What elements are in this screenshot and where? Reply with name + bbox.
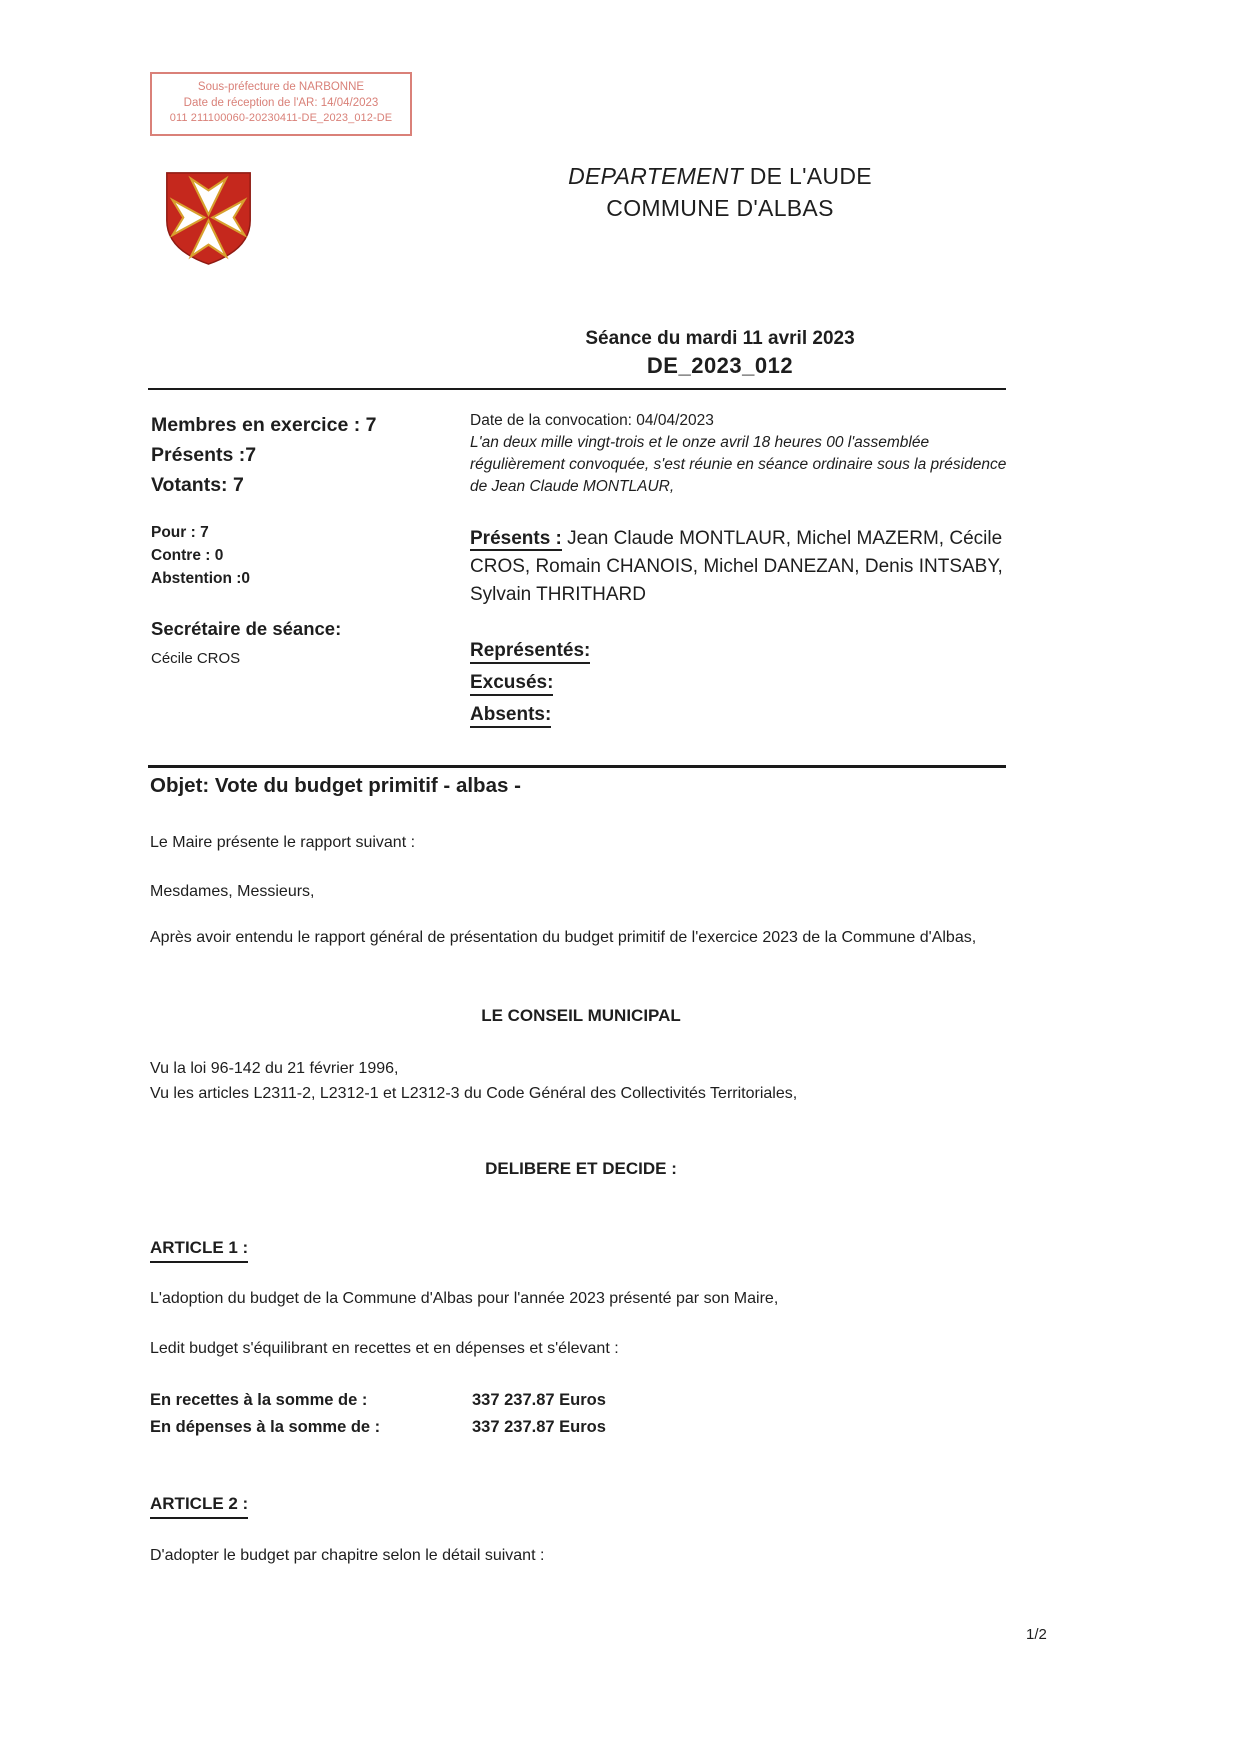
report-paragraph: Après avoir entendu le rapport général de présentation du budget primitif de l'exercice 2023 de la Commune d'Albas, [150,929,977,946]
article1-paragraph1: L'adoption du budget de la Commune d'Albas pour l'année 2023 présenté par son Maire, [150,1290,779,1307]
representes-label: Représentés: [470,640,590,664]
article2-title: ARTICLE 2 : [150,1494,248,1519]
stamp-line3: 011 211100060-20230411-DE_2023_012-DE [169,112,393,124]
object-title: Objet: Vote du budget primitif - albas - [150,774,521,797]
vote-summary [151,521,250,590]
presents-label: Présents : [470,528,562,549]
convocation-date: Date de la convocation: 04/04/2023 [470,412,714,429]
conseil-heading: LE CONSEIL MUNICIPAL [481,1006,681,1025]
membres-exercice: Membres en exercice : 7 [151,414,377,436]
depenses-row [150,1414,606,1441]
convocation-block [470,410,1018,498]
department-header [420,160,1020,224]
intro-paragraph: Le Maire présente le rapport suivant : [150,834,416,851]
votants-count: Votants: 7 [151,474,244,496]
depenses-label: En dépenses à la somme de : [150,1418,381,1436]
delibere-heading: DELIBERE ET DECIDE : [485,1159,677,1178]
recettes-row [150,1387,606,1414]
excuses-label: Excusés: [470,672,553,696]
article1-paragraph2: Ledit budget s'équilibrant en recettes et en dépenses et s'élevant : [150,1340,619,1357]
prefecture-stamp [150,72,412,136]
vu-articles-line: Vu les articles L2311-2, L2312-1 et L2312-3 du Code Général des Collectivités Territoriales, [150,1085,798,1102]
session-preamble: L'an deux mille vingt-trois et le onze avril 18 heures 00 l'assemblée régulièrement convoquée, s'est réunie en séance ordinaire sous la présidence de Jean Claude MONTLAUR, [470,434,1007,495]
divider-object [148,765,1006,768]
department-line [420,160,1020,192]
salutation: Mesdames, Messieurs, [150,883,315,900]
article1-title: ARTICLE 1 : [150,1238,248,1263]
contre-count: Contre : 0 [151,547,224,564]
recettes-label: En recettes à la somme de : [150,1391,368,1409]
members-summary [151,410,376,500]
page-number: 1/2 [1026,1626,1047,1643]
presents-count: Présents :7 [151,444,257,466]
session-header [420,328,1020,379]
stamp-line1: Sous-préfecture de NARBONNE [197,81,365,93]
department-name: DEPARTEMENT [568,163,744,189]
albas-coat-of-arms-icon [157,170,260,267]
department-rest: DE L'AUDE [743,163,872,189]
budget-amounts [150,1387,606,1441]
abstention-count: Abstention :0 [151,570,251,587]
secretary-name: Cécile CROS [151,650,241,667]
secretary-label: Secrétaire de séance: [151,618,342,639]
article2-paragraph1: D'adopter le budget par chapitre selon le détail suivant : [150,1547,545,1564]
absence-block [470,637,590,733]
session-date: Séance du mardi 11 avril 2023 [585,328,855,349]
divider-top [148,388,1006,390]
stamp-line2: Date de réception de l'AR: 14/04/2023 [183,96,379,109]
pour-count: Pour : 7 [151,524,209,541]
commune-name: COMMUNE D'ALBAS [606,195,834,221]
absents-label: Absents: [470,704,551,728]
deliberation-number: DE_2023_012 [646,353,794,378]
attendees-block [470,525,1007,609]
recettes-value: 337 237.87 Euros [472,1391,606,1409]
presents-names: Jean Claude MONTLAUR, Michel MAZERM, Cécile CROS, Romain CHANOIS, Michel DANEZAN, Denis INTSABY, Sylvain THRITHARD [470,528,1003,605]
vu-law-line: Vu la loi 96-142 du 21 février 1996, [150,1060,399,1077]
depenses-value: 337 237.87 Euros [472,1418,606,1436]
secretary-block [151,618,341,667]
